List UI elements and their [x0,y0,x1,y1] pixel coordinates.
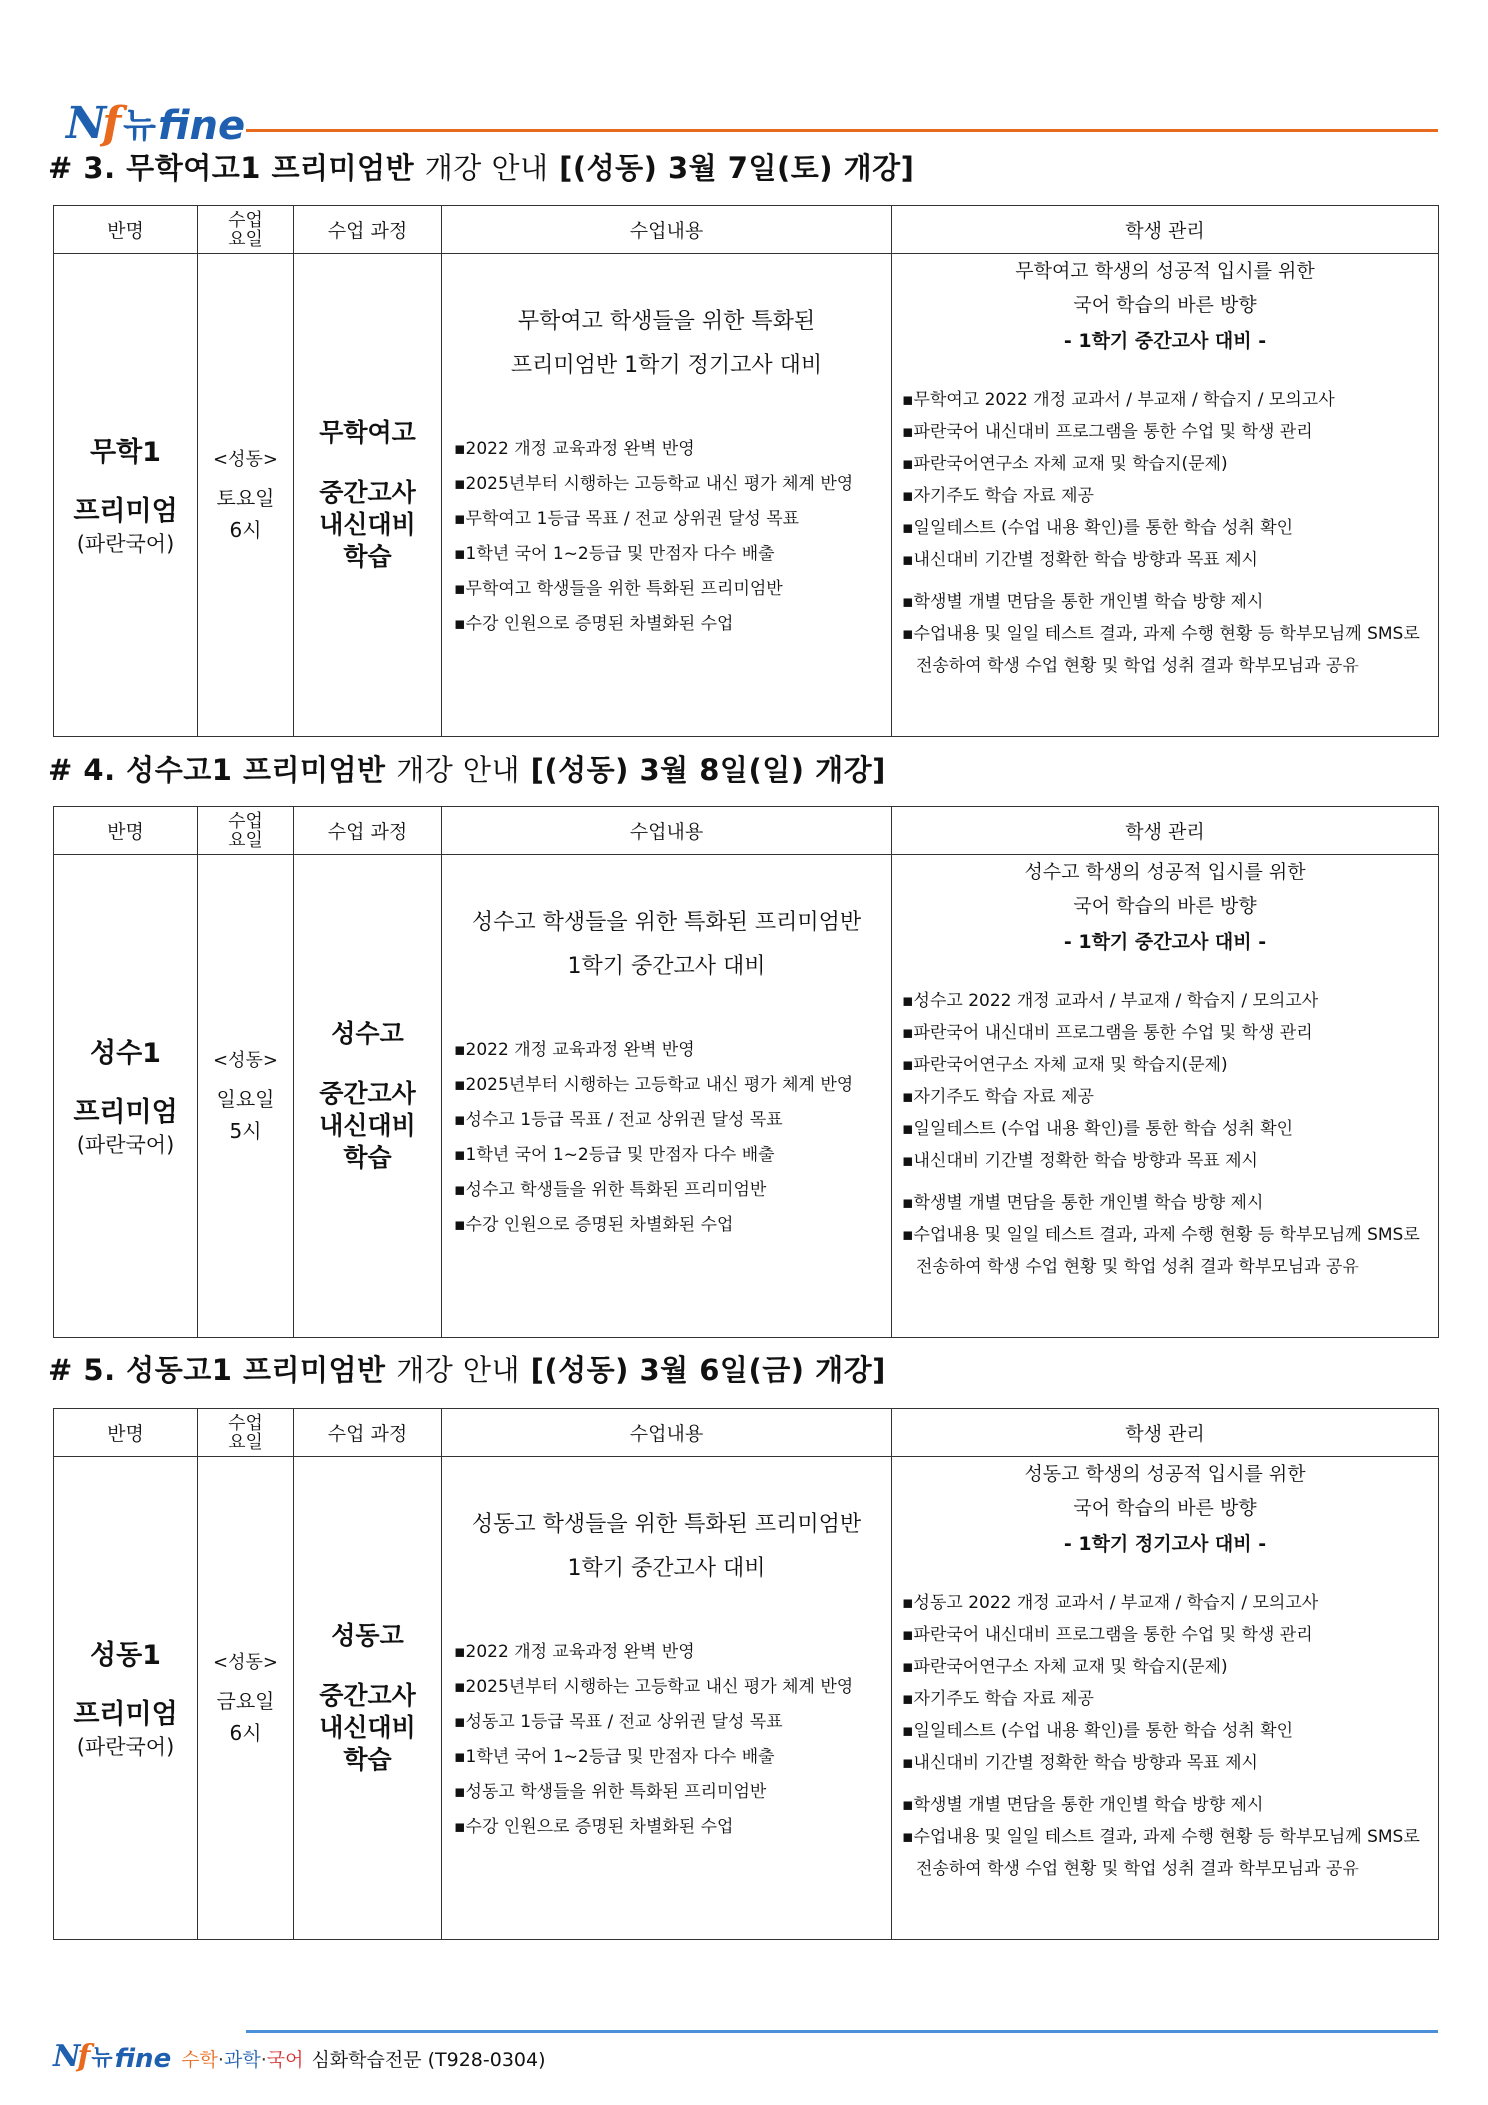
class-name-cell: 성수1 프리미엄 (파란국어) [54,855,198,1338]
list-item: ▪수업내용 및 일일 테스트 결과, 과제 수행 현황 등 학부모님께 SMS로 전송하여 학생 수업 현황 및 학업 성취 결과 학부모님과 공유 [902,624,1420,676]
list-item: ▪무학여고 학생들을 위한 특화된 프리미엄반 [454,579,783,599]
class-name-cell: 성동1 프리미엄 (파란국어) [54,1457,198,1940]
class-name-cell: 무학1 프리미엄 (파란국어) [54,254,198,737]
header-rule [246,129,1438,132]
col-class-name: 반명 [54,807,198,855]
footer-subjects: 수학·과학·국어 [181,2049,304,2071]
class-table-3 [53,205,1439,737]
col-content: 수업내용 [442,1409,892,1457]
list-item: ▪자기주도 학습 자료 제공 [902,1689,1094,1709]
list-item: ▪1학년 국어 1~2등급 및 만점자 다수 배출 [454,1747,775,1767]
class-day-cell: <성동> 일요일 5시 [198,855,294,1338]
list-item: ▪파란국어 내신대비 프로그램을 통한 수업 및 학생 관리 [902,1023,1313,1043]
list-item: ▪2022 개정 교육과정 완벽 반영 [454,439,695,459]
management-cell: 무학여고 학생의 성공적 입시를 위한 국어 학습의 바른 방향 - 1학기 중간고사 대비 - ▪무학여고 2022 개정 교과서 / 부교재 / 학습지 / 모의고사 ▪파란국어 내신대비 프로그램을 통한 수업 및 학생 관리 ▪파란국어연구소 자체 교재 및 학습지(문제) ▪자기주도 학습 자료 제공 ▪일일테스트 (수업 내용 확인)를 통한 학습 성취 확인 ▪내신대비 기간별 정확한 학습 방향과 목표 제시 ▪학생별 개별 면담을 통한 개인별 학습 방향 제시 ▪수업내용 및 일일 테스트 결과, 과제 수행 현황 등 학부모님께 SMS로 전송하여 학생 수업 현황 및 학업 성취 결과 학부모님과 공유 [892,254,1439,737]
logo-english-text: fine [158,103,246,149]
list-item: ▪성동고 2022 개정 교과서 / 부교재 / 학습지 / 모의고사 [902,1593,1319,1613]
list-item: ▪자기주도 학습 자료 제공 [902,486,1094,506]
class-day-cell: <성동> 토요일 6시 [198,254,294,737]
list-item: ▪학생별 개별 면담을 통한 개인별 학습 방향 제시 [902,1193,1264,1213]
content-cell: 성동고 학생들을 위한 특화된 프리미엄반 1학기 중간고사 대비 ▪2022 개정 교육과정 완벽 반영 ▪2025년부터 시행하는 고등학교 내신 평가 체계 반영 ▪성동고 1등급 목표 / 전교 상위권 달성 목표 ▪1학년 국어 1~2등급 및 만점자 다수 배출 ▪성동고 학생들을 위한 특화된 프리미엄반 ▪수강 인원으로 증명된 차별화된 수업 [442,1457,892,1940]
nf-logo-mark: Nf [66,98,118,149]
list-item: ▪파란국어연구소 자체 교재 및 학습지(문제) [902,1657,1228,1677]
footer-tagline: 심화학습전문 (T928-0304) [311,2049,546,2071]
logo-korean-text: 뉴 [123,106,157,146]
list-item: ▪내신대비 기간별 정확한 학습 방향과 목표 제시 [902,1753,1258,1773]
list-item: ▪수업내용 및 일일 테스트 결과, 과제 수행 현황 등 학부모님께 SMS로 전송하여 학생 수업 현황 및 학업 성취 결과 학부모님과 공유 [902,1225,1420,1277]
class-day-cell: <성동> 금요일 6시 [198,1457,294,1940]
list-item: ▪내신대비 기간별 정확한 학습 방향과 목표 제시 [902,550,1258,570]
list-item: ▪2025년부터 시행하는 고등학교 내신 평가 체계 반영 [454,474,854,494]
col-management: 학생 관리 [892,1409,1439,1457]
section-title-5: # 5. 성동고1 프리미엄반 개강 안내 [(성동) 3월 6일(금) 개강] [48,1353,886,1387]
list-item: ▪파란국어 내신대비 프로그램을 통한 수업 및 학생 관리 [902,422,1313,442]
list-item: ▪무학여고 1등급 목표 / 전교 상위권 달성 목표 [454,509,800,529]
footer-logo-english: fine [114,2044,172,2074]
course-cell: 성동고 중간고사 내신대비 학습 [294,1457,442,1940]
col-course: 수업 과정 [294,1409,442,1457]
table-header-row [54,206,1439,254]
list-item: ▪2025년부터 시행하는 고등학교 내신 평가 체계 반영 [454,1677,854,1697]
list-item: ▪파란국어연구소 자체 교재 및 학습지(문제) [902,454,1228,474]
management-cell: 성수고 학생의 성공적 입시를 위한 국어 학습의 바른 방향 - 1학기 중간고사 대비 - ▪성수고 2022 개정 교과서 / 부교재 / 학습지 / 모의고사 ▪파란국어 내신대비 프로그램을 통한 수업 및 학생 관리 ▪파란국어연구소 자체 교재 및 학습지(문제) ▪자기주도 학습 자료 제공 ▪일일테스트 (수업 내용 확인)를 통한 학습 성취 확인 ▪내신대비 기간별 정확한 학습 방향과 목표 제시 ▪학생별 개별 면담을 통한 개인별 학습 방향 제시 ▪수업내용 및 일일 테스트 결과, 과제 수행 현황 등 학부모님께 SMS로 전송하여 학생 수업 현황 및 학업 성취 결과 학부모님과 공유 [892,855,1439,1338]
list-item: ▪2022 개정 교육과정 완벽 반영 [454,1040,695,1060]
table-header-row [54,1409,1439,1457]
list-item: ▪1학년 국어 1~2등급 및 만점자 다수 배출 [454,1145,775,1165]
col-day: 수업 요일 [198,807,294,855]
list-item: ▪수강 인원으로 증명된 차별화된 수업 [454,614,734,634]
list-item: ▪성동고 1등급 목표 / 전교 상위권 달성 목표 [454,1712,783,1732]
class-table-5 [53,1408,1439,1940]
section-title-3: # 3. 무학여고1 프리미엄반 개강 안내 [(성동) 3월 7일(토) 개강] [48,151,915,185]
footer-nf-logo-mark: Nf [53,2039,88,2074]
table-row [54,254,1439,737]
col-management: 학생 관리 [892,206,1439,254]
list-item: ▪학생별 개별 면담을 통한 개인별 학습 방향 제시 [902,592,1264,612]
footer-rule [246,2030,1438,2033]
table-header-row [54,807,1439,855]
class-table-4 [53,806,1439,1338]
list-item: ▪성수고 1등급 목표 / 전교 상위권 달성 목표 [454,1110,783,1130]
list-item: ▪2025년부터 시행하는 고등학교 내신 평가 체계 반영 [454,1075,854,1095]
col-course: 수업 과정 [294,206,442,254]
col-management: 학생 관리 [892,807,1439,855]
course-cell: 성수고 중간고사 내신대비 학습 [294,855,442,1338]
table-row [54,855,1439,1338]
course-cell: 무학여고 중간고사 내신대비 학습 [294,254,442,737]
col-course: 수업 과정 [294,807,442,855]
section-title-4: # 4. 성수고1 프리미엄반 개강 안내 [(성동) 3월 8일(일) 개강] [48,753,886,787]
col-class-name: 반명 [54,206,198,254]
content-cell: 성수고 학생들을 위한 특화된 프리미엄반 1학기 중간고사 대비 ▪2022 개정 교육과정 완벽 반영 ▪2025년부터 시행하는 고등학교 내신 평가 체계 반영 ▪성수고 1등급 목표 / 전교 상위권 달성 목표 ▪1학년 국어 1~2등급 및 만점자 다수 배출 ▪성수고 학생들을 위한 특화된 프리미엄반 ▪수강 인원으로 증명된 차별화된 수업 [442,855,892,1338]
list-item: ▪자기주도 학습 자료 제공 [902,1087,1094,1107]
col-day: 수업 요일 [198,206,294,254]
header-logo [66,92,246,149]
col-day: 수업 요일 [198,1409,294,1457]
list-item: ▪학생별 개별 면담을 통한 개인별 학습 방향 제시 [902,1795,1264,1815]
col-content: 수업내용 [442,807,892,855]
list-item: ▪일일테스트 (수업 내용 확인)를 통한 학습 성취 확인 [902,518,1294,538]
list-item: ▪1학년 국어 1~2등급 및 만점자 다수 배출 [454,544,775,564]
list-item: ▪무학여고 2022 개정 교과서 / 부교재 / 학습지 / 모의고사 [902,390,1335,410]
list-item: ▪일일테스트 (수업 내용 확인)를 통한 학습 성취 확인 [902,1721,1294,1741]
list-item: ▪내신대비 기간별 정확한 학습 방향과 목표 제시 [902,1151,1258,1171]
table-row [54,1457,1439,1940]
list-item: ▪일일테스트 (수업 내용 확인)를 통한 학습 성취 확인 [902,1119,1294,1139]
list-item: ▪수강 인원으로 증명된 차별화된 수업 [454,1817,734,1837]
list-item: ▪파란국어 내신대비 프로그램을 통한 수업 및 학생 관리 [902,1625,1313,1645]
footer-logo-korean: 뉴 [91,2046,113,2071]
management-cell: 성동고 학생의 성공적 입시를 위한 국어 학습의 바른 방향 - 1학기 정기고사 대비 - ▪성동고 2022 개정 교과서 / 부교재 / 학습지 / 모의고사 ▪파란국어 내신대비 프로그램을 통한 수업 및 학생 관리 ▪파란국어연구소 자체 교재 및 학습지(문제) ▪자기주도 학습 자료 제공 ▪일일테스트 (수업 내용 확인)를 통한 학습 성취 확인 ▪내신대비 기간별 정확한 학습 방향과 목표 제시 ▪학생별 개별 면담을 통한 개인별 학습 방향 제시 ▪수업내용 및 일일 테스트 결과, 과제 수행 현황 등 학부모님께 SMS로 전송하여 학생 수업 현황 및 학업 성취 결과 학부모님과 공유 [892,1457,1439,1940]
col-content: 수업내용 [442,206,892,254]
list-item: ▪2022 개정 교육과정 완벽 반영 [454,1642,695,1662]
content-cell: 무학여고 학생들을 위한 특화된 프리미엄반 1학기 정기고사 대비 ▪2022 개정 교육과정 완벽 반영 ▪2025년부터 시행하는 고등학교 내신 평가 체계 반영 ▪무학여고 1등급 목표 / 전교 상위권 달성 목표 ▪1학년 국어 1~2등급 및 만점자 다수 배출 ▪무학여고 학생들을 위한 특화된 프리미엄반 ▪수강 인원으로 증명된 차별화된 수업 [442,254,892,737]
list-item: ▪파란국어연구소 자체 교재 및 학습지(문제) [902,1055,1228,1075]
col-class-name: 반명 [54,1409,198,1457]
list-item: ▪수업내용 및 일일 테스트 결과, 과제 수행 현황 등 학부모님께 SMS로 전송하여 학생 수업 현황 및 학업 성취 결과 학부모님과 공유 [902,1827,1420,1879]
list-item: ▪수강 인원으로 증명된 차별화된 수업 [454,1215,734,1235]
list-item: ▪성수고 2022 개정 교과서 / 부교재 / 학습지 / 모의고사 [902,991,1319,1011]
list-item: ▪성동고 학생들을 위한 특화된 프리미엄반 [454,1782,767,1802]
list-item: ▪성수고 학생들을 위한 특화된 프리미엄반 [454,1180,767,1200]
footer [53,2039,546,2074]
